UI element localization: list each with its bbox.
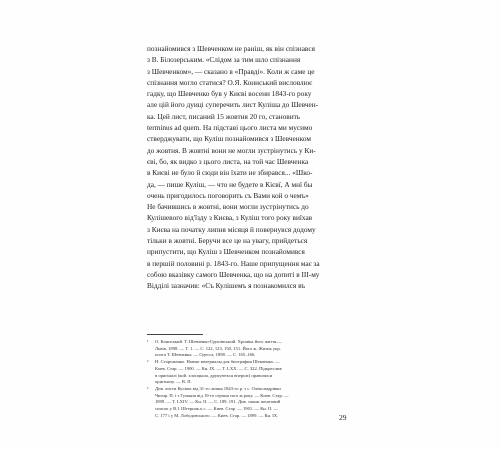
text-line: єві, бо, як видко з цього листа, на той час Шевченка [147, 156, 309, 166]
text-line: Не бачившись в жовтні, вони могли зустрінутись до [147, 202, 309, 212]
footnote-marker: ² [147, 359, 149, 365]
text-line: terminus ad quem. На підставі цього листа ми мусимо [147, 123, 313, 133]
text-line: Кулішевого від'їзду з Києва, з Куліш того року виїхав [147, 213, 313, 223]
text-line: припустити, що Куліш з Шевченком познайомився [147, 247, 305, 257]
footnote-marker: ¹ [147, 339, 149, 344]
footnote-text [155, 339, 357, 359]
text-line: очень пригодилось поговорить съ Вами кой о чемъ» [147, 190, 309, 200]
text-line: але цій його дуиці суперечить лист Куліша до Шевчен- [147, 100, 319, 110]
footnote-text [155, 359, 357, 386]
footnote-line: О. Кониський. Т. Шевченко-Грушівський. Хроніка його життя.— [155, 339, 283, 344]
footnote-marker: ³ [147, 385, 149, 391]
text-line: стверджувати, що Куліш познайомився з Шевченком [147, 134, 311, 144]
text-line: з Києва на початку липня місяця й повернувся додому [147, 224, 316, 234]
text-line: тільки в жовтні. Беручи все це на увагу, прийдеться [147, 236, 308, 246]
footnote-line: С. 177 і у М. Лободовського. — Киев. Стар. — 1899. — Кн. IX. [155, 412, 279, 418]
text-line: гадку, що Шевченко був у Києві восени 1843-го року [147, 89, 312, 99]
text-line: в Києві не було й сюди він їхати не збирався... «Шко- [147, 168, 313, 178]
footnote-line: поэта Т. Шевченка. — Одесса, 1898. — С. 165–166. [155, 352, 256, 358]
text-line: спізнання могло статися? О.Я. Кониський висловлює [147, 77, 313, 87]
text-line: ка. Цей лист, писаний 15 жовтня 20 го, становить [147, 111, 301, 121]
footnote [147, 386, 357, 420]
text-line: собою вказівку самого Шевченка, що на допиті в ІІІ-му [147, 269, 320, 279]
footnote [147, 339, 357, 359]
page-number: 29 [339, 413, 347, 422]
footnote [147, 359, 357, 386]
footnote-line: Киев. Стар. — 1900. — Кн. IX. — Т. LXX. — С. 322. Підкреслив [155, 365, 282, 371]
text-line: з Шевченком», — сказано в «Правді». Коли ж саме це [147, 66, 315, 76]
footnote-line: список у В.І. Штерпак.о.с. — Киев. Стар. — 1901. — Кн. II. — [155, 406, 278, 412]
footnote-line: Н. Стороженко. Новые материалы для биографии Шевченка. — [155, 359, 280, 365]
text-line: Відділі зазначив: «Съ Кулішемъ я познакомился въ [147, 281, 306, 291]
footnote-line: Див. листи Куліша від 31-го липня 1843-го р. з с. Олександрівки [155, 385, 281, 391]
text-line: з В. Білозерським. «Слідом за тим шло спізнання [147, 55, 301, 65]
main-text [147, 43, 353, 292]
footnotes [147, 339, 357, 419]
text-line: познайомився з Шевченком не раніш, як він спізнався [147, 44, 315, 53]
text-line: в першій половині р. 1843-го. Наше припущення має за [147, 258, 320, 268]
text-line: до жовтня. В жовтні вони не могли зустрінутись у Ки- [147, 145, 316, 155]
footnote-line: Чигир. П. і з Гуманія від 19-го серпня того ж року. — Киев. Стар. — [155, 392, 289, 398]
footnote-line: в оригіналі (кой. хлопцьша, друкуються впершє) правописи [155, 372, 273, 378]
footnote-text [155, 386, 357, 420]
footnote-line: Львів, 1898. — Т. 1. — С. 122, 123, 150, 151. Його ж. Жизнь укр. [155, 345, 281, 351]
footnote-divider [147, 334, 203, 335]
text-line: да, — пише Куліш, — что не будете в Кієвї, А мнї бы [147, 179, 313, 189]
footnote-line: оригіналу. — В. П. [155, 379, 192, 385]
footnote-line: 1899. — Т. LXIV. — Кн. II. — С. 189, 191. Див. також поштовий [155, 399, 281, 405]
